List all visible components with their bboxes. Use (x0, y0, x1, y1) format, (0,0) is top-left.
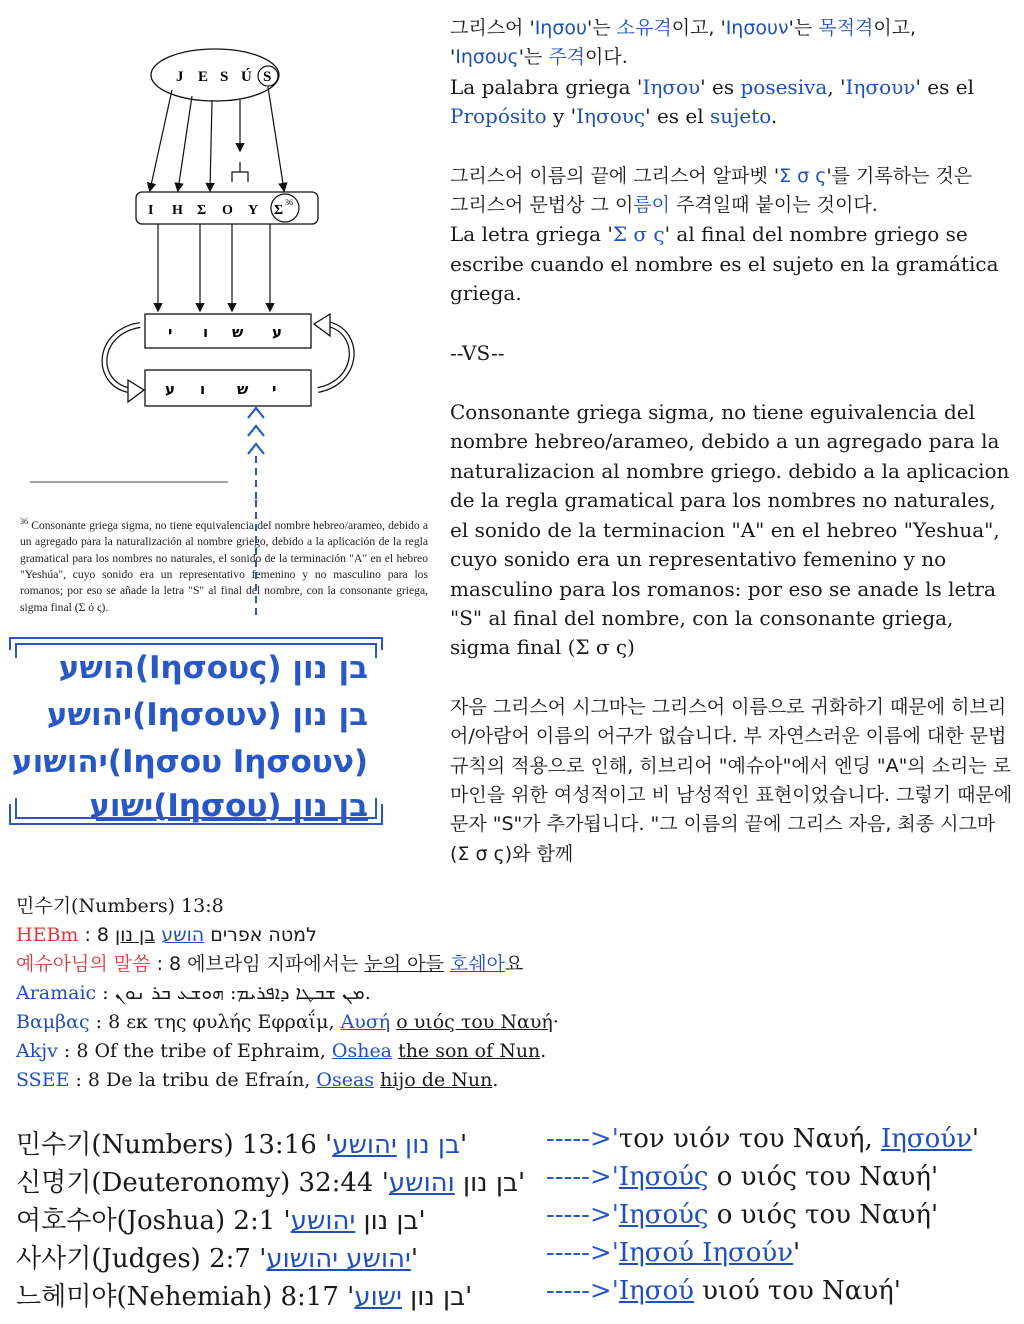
spanish-paragraph: Consonante griega sigma, no tiene eguivalencia del nombre hebreo/arameo, debido a un agregado para la naturalizacion al nombre griego. debido a la aplicacion de la regla gramatical para los nombres no naturales, el sonido de la terminacion "A" en el hebreo "Yeshua", cuyo sonido era un representativo femenino y no masculino para los romanos: por eso se anade ls letra "S" al final del nombre, con la consonante griega, sigma final (Σ σ ς) (450, 400, 1010, 660)
verse-heading: 민수기(Numbers) 13:8 (16, 895, 224, 917)
hebrew-letter: ו (200, 380, 206, 398)
name-forms-box (6, 628, 390, 838)
verse-bambas: Βαμβας : 8 εκ της φυλής Εφραΐμ, Αυσή ο υιός του Ναυή· (16, 1011, 559, 1033)
korean-paragraph: 자음 그리스어 시그마는 그리스어 이름으로 귀화하기 때문에 히브리어/아람어 이름의 어구가 없습니다. 부 자연스러운 이름에 대한 문법 규칙의 적용으로 인해, 히브리어 "예슈아"에서 엔딩 "A"의 소리는 로마인을 위한 여성적이고 비 남성적인 표현이었습니다. 그렇기 때문에 문자 "S"가 추가됩니다. "그 이름의 끝에 그리스 자음, 최종 시그마 (Σ σ ς)와 함께 (450, 695, 1013, 865)
greek-letter: Σ (274, 203, 284, 218)
letter-s-final: S (263, 69, 272, 85)
verse-hebm: HEBm : 8 למטה אפרים הושע בן נון (16, 924, 317, 946)
greek-letter: O (222, 203, 233, 218)
reference-row: 느헤미야(Nehemiah) 8:17 ' בן נון ישוע ' ----->'Ιησού υιού του Ναυή' (16, 1276, 901, 1312)
greek-letter: Y (248, 203, 259, 218)
letter-u: Ú (241, 69, 252, 85)
blue-chevrons (248, 408, 264, 454)
case-explanation (450, 14, 1020, 132)
name-references (16, 1124, 1016, 1314)
reference-row: 사사기(Judges) 2:7 'יהושע יהושוע' ----->'Ιησού Ιησούν' (16, 1238, 801, 1274)
sigma-ko: 그리스어 이름의 끝에 그리스어 알파벳 'Σ σ ς'를 기록하는 것은 그리스어 문법상 그 이름이 주격일때 붙이는 것이다. (450, 164, 973, 217)
name-line-2: יהושע(Ιησουν) בן נון (46, 697, 368, 733)
vs-separator: --VS-- (450, 340, 505, 365)
letter-e: E (198, 69, 209, 85)
letter-s: S (220, 69, 229, 85)
sigma-es: La letra griega 'Σ σ ς' al final del nombre griego se escribe cuando el nombre es el sujeto en la gramática griega. (450, 222, 999, 306)
hebrew-letter: י (168, 323, 173, 341)
case-ko: 그리스어 'Ιησου'는 소유격이고, 'Ιησουν'는 목적격이고, 'Ιησους'는 주격이다. (450, 17, 917, 69)
reference-row: 신명기(Deuteronomy) 32:44 ' בן נון והושע ' ----->'Ιησούς ο υιός του Ναυή' (16, 1162, 939, 1198)
hebrew-letter: ע (165, 380, 175, 398)
greek-letter: H (172, 203, 183, 218)
hebrew-letter: ש (232, 323, 244, 341)
hebrew-letter: י (272, 380, 277, 398)
name-line-1: הושע(Ιησους) בן נון (58, 650, 368, 686)
explanation-column (450, 14, 1020, 890)
diagram-svg (0, 30, 440, 500)
sigma-explanation (450, 162, 1020, 309)
verse-akjv: Akjv : 8 Of the tribe of Ephraim, Oshea the son of Nun. (16, 1040, 547, 1062)
hebrew-letter: ו (203, 323, 209, 341)
name-line-3: יהושוע(Ιησου Ιησουν) (11, 744, 368, 780)
dashed-connector (0, 500, 440, 630)
name-line-4: ישוע(Ιησου) בן נון (89, 788, 368, 824)
verse-yeshua: 예슈아님의 말씀 : 8 에브라임 지파에서는 눈의 아들 호쉐아요 (16, 953, 524, 975)
greek-letter: I (148, 203, 154, 218)
greek-letter: Σ (197, 203, 207, 218)
footnote-number: 36 (20, 517, 28, 526)
verse-aramaic: Aramaic : ܡܢ ܫܒܛܐ ܕܐܦܪܝܡ: ܗܘܫܥ ܒܪ ܢܘܢ. (16, 982, 371, 1004)
footnote-text: Consonante griega sigma, no tiene equivalencia del nombre hebreo/arameo, debido a un agregado para la naturalización al nombre griego, debido a la aplicación de la regla gramatical para los nombres no naturales, el sonido de la terminación "A" en el hebreo "Yeshúa", cuyo sonido era un representativo femenino y no masculino para los romanos; por eso se añade la letra "S" al final del nombre, con la consonante griega, sigma final (Σ ό ς). (20, 518, 429, 614)
letter-j: J (176, 69, 184, 85)
hebrew-letter: ש (237, 380, 249, 398)
case-es: La palabra griega 'Ιησου' es posesiva, 'Ιησουν' es el Propósito y 'Ιησους' es el sujeto. (450, 74, 974, 129)
hebrew-letter: ע (272, 323, 282, 341)
greek-superscript: 36 (285, 198, 293, 207)
reference-row: 여호수아(Joshua) 2:1 ' בן נון יהושע ' ----->'Ιησούς ο υιός του Ναυή' (16, 1200, 939, 1236)
verse-ssee: SSEE : 8 De la tribu de Efraín, Oseas hijo de Nun. (16, 1069, 499, 1091)
reference-row: 민수기(Numbers) 13:16 ' בן נון יהושע ' ----->'τον υιόν του Ναυή, Ιησούν' (16, 1124, 980, 1160)
jesus-ellipse (151, 49, 279, 101)
etymology-diagram (0, 30, 440, 614)
numbers-13-8-block (16, 892, 1016, 1095)
